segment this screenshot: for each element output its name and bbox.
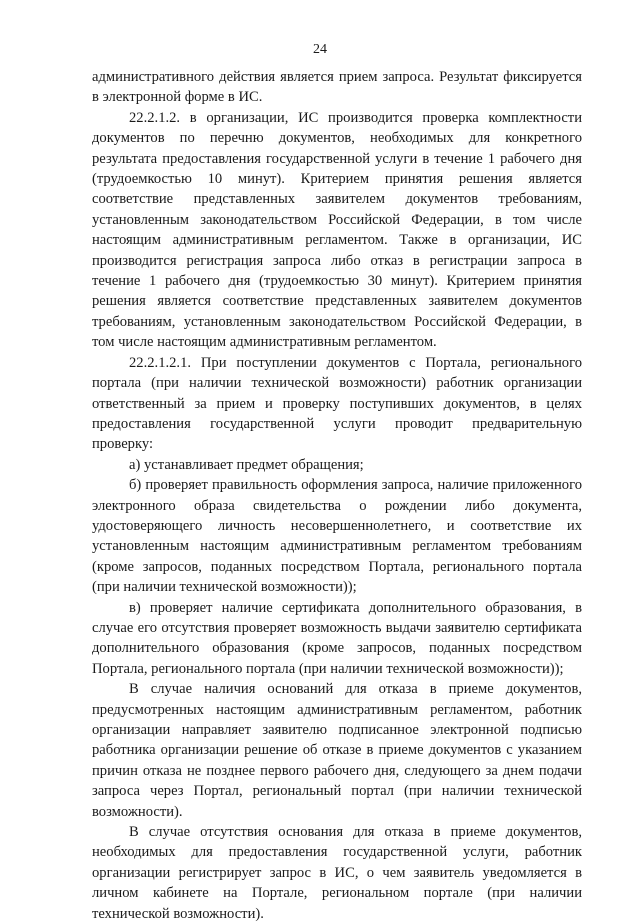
paragraph-continuation: административного действия является прием запроса. Результат фиксируется в электронной форме в ИС.: [92, 69, 582, 106]
paragraph-22-2-1-2-1: 22.2.1.2.1. При поступлении документов с Портала, регионального портала (при наличии технической возможности) работник организации ответственный за прием и проверку поступивших документов, в целях предоставления государственной услуги проводит предварительную проверку:: [92, 354, 582, 453]
list-item-b: б) проверяет правильность оформления запроса, наличие приложенного электронного образа свидетельства о рождении либо документа, удостоверяющего личность несовершеннолетнего, и соответствие их установленным настоящим административным регламентом требованиям (кроме запросов, поданных посредством Портала, регионального портала (при наличии технической возможности));: [92, 477, 582, 596]
paragraph-22-2-1-2: 22.2.1.2. в организации, ИС производится проверка комплектности документов по перечню документов, необходимых для конкретного результата предоставления государственной услуги в течение 1 рабочего дня (трудоемкостью 10 минут). Критерием принятия решения является соответствие представленных заявителем документов требованиям, установленным законодательством Российской Федерации, в том числе настоящим административным регламентом. Также в организации, ИС производится регистрация запроса либо отказ в регистрации запроса в течение 1 рабочего дня (трудоемкостью 30 минут). Критерием принятия решения является соответствие представленных заявителем документов требованиям, установленным законодательством Российской Федерации, в том числе настоящим административным регламентом.: [92, 109, 582, 351]
document-body: [92, 67, 582, 924]
paragraph-registration-case: В случае отсутствия основания для отказа в приеме документов, необходимых для предоставления государственной услуги, работник организации регистрирует запрос в ИС, о чем заявитель уведомляется в личном кабинете на Портале, региональном портале (при наличии технической возможности).: [92, 824, 582, 922]
list-item-v: в) проверяет наличие сертификата дополнительного образования, в случае его отсутствия проверяет возможность выдачи заявителю сертификата дополнительного образования (кроме запросов, поданных посредством Портала, регионального портала (при наличии технической возможности));: [92, 599, 582, 677]
paragraph-refusal-case: В случае наличия оснований для отказа в приеме документов, предусмотренных настоящим административным регламентом, работник организации направляет заявителю подписанное электронной подписью работника организации решение об отказе в приеме документов с указанием причин отказа не позднее первого рабочего дня, следующего за днем подачи запроса через Портал, региональный портал (при наличии технической возможности).: [92, 681, 582, 820]
list-item-a: а) устанавливает предмет обращения;: [129, 456, 364, 473]
page-number: 24: [313, 42, 327, 57]
